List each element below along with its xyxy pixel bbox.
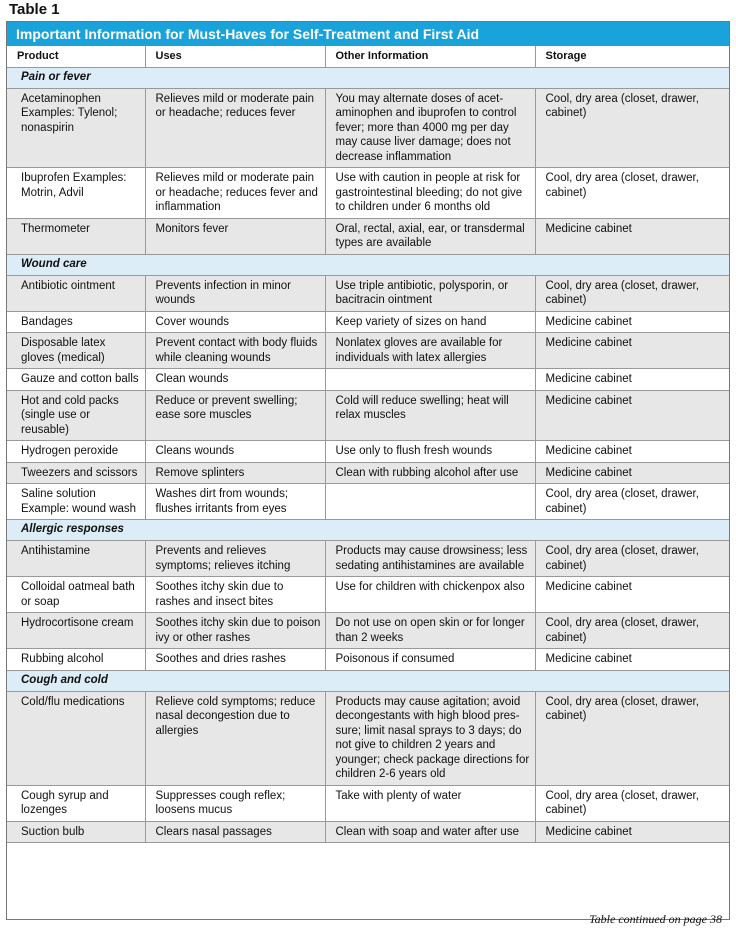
table-row bbox=[7, 311, 729, 333]
product-cell: Antibiotic ointment bbox=[7, 275, 145, 311]
product-cell: Hot and cold packs (single use or reusable) bbox=[7, 390, 145, 441]
product-cell: Rubbing alcohol bbox=[7, 649, 145, 671]
table-row bbox=[7, 88, 729, 168]
storage-cell: Medicine cabinet bbox=[535, 369, 729, 391]
storage-cell: Cool, dry area (closet, drawer, cabinet) bbox=[535, 613, 729, 649]
uses-cell: Cover wounds bbox=[145, 311, 325, 333]
uses-cell: Reduce or prevent swelling; ease sore muscles bbox=[145, 390, 325, 441]
product-cell: Tweezers and scissors bbox=[7, 462, 145, 484]
other-information-cell: Use with caution in people at risk for gastrointestinal bleeding; do not give to children under 6 months old bbox=[325, 168, 535, 219]
table-row bbox=[7, 577, 729, 613]
other-information-cell: Keep variety of sizes on hand bbox=[325, 311, 535, 333]
storage-cell: Medicine cabinet bbox=[535, 441, 729, 463]
uses-cell: Prevents infection in minor wounds bbox=[145, 275, 325, 311]
continuation-note: Table continued on page 38 bbox=[589, 912, 722, 926]
table-label: Table 1 bbox=[9, 1, 60, 18]
uses-cell: Soothes itchy skin due to rashes and insect bites bbox=[145, 577, 325, 613]
column-header-storage: Storage bbox=[535, 46, 729, 67]
uses-cell: Relieve cold symptoms; reduce nasal decongestion due to allergies bbox=[145, 691, 325, 785]
uses-cell: Monitors fever bbox=[145, 218, 325, 254]
product-cell: Cold/flu medications bbox=[7, 691, 145, 785]
product-cell: Hydrocortisone cream bbox=[7, 613, 145, 649]
product-cell: Saline solution Example: wound wash bbox=[7, 484, 145, 520]
uses-cell: Soothes itchy skin due to poison ivy or other rashes bbox=[145, 613, 325, 649]
product-cell: Acetaminophen Examples: Tylenol; nonaspirin bbox=[7, 88, 145, 168]
storage-cell: Cool, dry area (closet, drawer, cabinet) bbox=[535, 168, 729, 219]
storage-cell: Cool, dry area (closet, drawer, cabinet) bbox=[535, 484, 729, 520]
uses-cell: Prevent contact with body fluids while cleaning wounds bbox=[145, 333, 325, 369]
table-row bbox=[7, 691, 729, 785]
product-cell: Ibuprofen Examples: Motrin, Advil bbox=[7, 168, 145, 219]
storage-cell: Medicine cabinet bbox=[535, 649, 729, 671]
other-information-cell: Take with plenty of water bbox=[325, 785, 535, 821]
product-cell: Antihistamine bbox=[7, 541, 145, 577]
column-header-uses: Uses bbox=[145, 46, 325, 67]
other-information-cell: Nonlatex gloves are available for individuals with latex allergies bbox=[325, 333, 535, 369]
storage-cell: Medicine cabinet bbox=[535, 311, 729, 333]
storage-cell: Medicine cabinet bbox=[535, 218, 729, 254]
section-title: Wound care bbox=[7, 254, 729, 275]
other-information-cell bbox=[325, 369, 535, 391]
column-header-product: Product bbox=[7, 46, 145, 67]
product-cell: Hydrogen peroxide bbox=[7, 441, 145, 463]
table-banner: Important Information for Must-Haves for Self-Treatment and First Aid bbox=[7, 22, 729, 46]
product-cell: Cough syrup and lozenges bbox=[7, 785, 145, 821]
section-row bbox=[7, 67, 729, 88]
product-cell: Thermometer bbox=[7, 218, 145, 254]
table-row bbox=[7, 333, 729, 369]
product-cell: Colloidal oatmeal bath or soap bbox=[7, 577, 145, 613]
uses-cell: Soothes and dries rashes bbox=[145, 649, 325, 671]
section-title: Cough and cold bbox=[7, 670, 729, 691]
table-row bbox=[7, 369, 729, 391]
storage-cell: Cool, dry area (closet, drawer, cabinet) bbox=[535, 275, 729, 311]
other-information-cell: Products may cause agitation; avoid decongestants with high blood pres-sure; limit nasal sprays to 3 days; do not give to children 2 years and younger; check package directions for children 2-6 years old bbox=[325, 691, 535, 785]
uses-cell: Clears nasal passages bbox=[145, 821, 325, 843]
other-information-cell: You may alternate doses of acet-aminophen and ibuprofen to control fever; more than 4000 mg per day may cause liver damage; does not decrease inflammation bbox=[325, 88, 535, 168]
product-cell: Suction bulb bbox=[7, 821, 145, 843]
other-information-cell: Use only to flush fresh wounds bbox=[325, 441, 535, 463]
uses-cell: Suppresses cough reflex; loosens mucus bbox=[145, 785, 325, 821]
other-information-cell: Use triple antibiotic, polysporin, or bacitracin ointment bbox=[325, 275, 535, 311]
uses-cell: Relieves mild or moderate pain or headache; reduces fever bbox=[145, 88, 325, 168]
uses-cell: Remove splinters bbox=[145, 462, 325, 484]
product-cell: Bandages bbox=[7, 311, 145, 333]
first-aid-table bbox=[7, 46, 729, 843]
other-information-cell: Use for children with chickenpox also bbox=[325, 577, 535, 613]
column-header-other-information: Other Information bbox=[325, 46, 535, 67]
other-information-cell: Poisonous if consumed bbox=[325, 649, 535, 671]
table-row bbox=[7, 613, 729, 649]
table-row bbox=[7, 275, 729, 311]
table-frame bbox=[6, 21, 730, 920]
section-row bbox=[7, 520, 729, 541]
table-row bbox=[7, 218, 729, 254]
uses-cell: Cleans wounds bbox=[145, 441, 325, 463]
storage-cell: Medicine cabinet bbox=[535, 821, 729, 843]
other-information-cell: Do not use on open skin or for longer than 2 weeks bbox=[325, 613, 535, 649]
table-row bbox=[7, 821, 729, 843]
table-row bbox=[7, 462, 729, 484]
table-body bbox=[7, 67, 729, 843]
other-information-cell: Products may cause drowsiness; less sedating antihistamines are available bbox=[325, 541, 535, 577]
table-row bbox=[7, 390, 729, 441]
header-row bbox=[7, 46, 729, 67]
section-row bbox=[7, 670, 729, 691]
table-row bbox=[7, 484, 729, 520]
uses-cell: Prevents and relieves symptoms; relieves itching bbox=[145, 541, 325, 577]
product-cell: Gauze and cotton balls bbox=[7, 369, 145, 391]
other-information-cell: Clean with rubbing alcohol after use bbox=[325, 462, 535, 484]
section-row bbox=[7, 254, 729, 275]
other-information-cell bbox=[325, 484, 535, 520]
section-title: Pain or fever bbox=[7, 67, 729, 88]
other-information-cell: Clean with soap and water after use bbox=[325, 821, 535, 843]
table-row bbox=[7, 541, 729, 577]
storage-cell: Medicine cabinet bbox=[535, 390, 729, 441]
storage-cell: Cool, dry area (closet, drawer, cabinet) bbox=[535, 88, 729, 168]
storage-cell: Cool, dry area (closet, drawer, cabinet) bbox=[535, 691, 729, 785]
product-cell: Disposable latex gloves (medical) bbox=[7, 333, 145, 369]
uses-cell: Clean wounds bbox=[145, 369, 325, 391]
storage-cell: Medicine cabinet bbox=[535, 462, 729, 484]
section-title: Allergic responses bbox=[7, 520, 729, 541]
table-row bbox=[7, 649, 729, 671]
uses-cell: Relieves mild or moderate pain or headache; reduces fever and inflammation bbox=[145, 168, 325, 219]
storage-cell: Medicine cabinet bbox=[535, 577, 729, 613]
other-information-cell: Oral, rectal, axial, ear, or transdermal types are available bbox=[325, 218, 535, 254]
other-information-cell: Cold will reduce swelling; heat will relax muscles bbox=[325, 390, 535, 441]
table-row bbox=[7, 441, 729, 463]
storage-cell: Cool, dry area (closet, drawer, cabinet) bbox=[535, 785, 729, 821]
storage-cell: Cool, dry area (closet, drawer, cabinet) bbox=[535, 541, 729, 577]
uses-cell: Washes dirt from wounds; flushes irritants from eyes bbox=[145, 484, 325, 520]
table-row bbox=[7, 785, 729, 821]
table-row bbox=[7, 168, 729, 219]
storage-cell: Medicine cabinet bbox=[535, 333, 729, 369]
